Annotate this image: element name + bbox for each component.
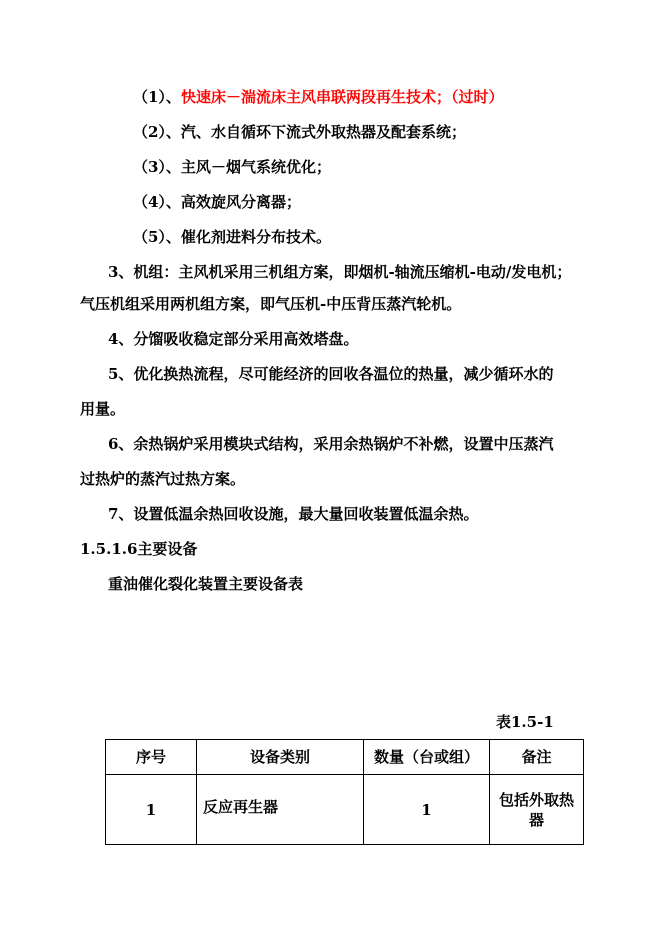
list-item-1-text: 快速床－湍流床主风串联两段再生技术；（过时） xyxy=(180,88,504,106)
list-item-3: （3）、主风－烟气系统优化； xyxy=(133,158,331,176)
table-number: 表1.5-1 xyxy=(496,713,554,731)
cell-category-text: 反应再生器 xyxy=(203,797,279,816)
table-header-row xyxy=(106,740,584,775)
list-item-5: （5）、催化剂进料分布技术。 xyxy=(133,228,331,246)
header-cell-index: 序号 xyxy=(106,740,197,775)
header-cell-category: 设备类别 xyxy=(197,740,364,775)
list-item-4: （4）、高效旋风分离器； xyxy=(133,193,301,211)
table-row xyxy=(106,775,584,845)
header-cell-remark: 备注 xyxy=(490,740,584,775)
table-title: 重油催化裂化装置主要设备表 xyxy=(108,575,304,593)
paragraph-3-line-2: 气压机组采用两机组方案，即气压机-中压背压蒸汽轮机。 xyxy=(80,295,462,313)
list-item-1 xyxy=(133,87,503,107)
paragraph-6-line-2: 过热炉的蒸汽过热方案。 xyxy=(80,470,246,488)
cell-remark-text: 包括外取热器 xyxy=(498,790,574,829)
section-heading: 1.5.1.6主要设备 xyxy=(80,540,198,558)
paragraph-5-line-2: 用量。 xyxy=(80,400,126,418)
paragraph-5-line-1: 5、优化换热流程，尽可能经济的回收各温位的热量，减少循环水的 xyxy=(108,365,554,383)
equipment-table xyxy=(105,739,584,845)
paragraph-4: 4、分馏吸收稳定部分采用高效塔盘。 xyxy=(108,330,359,348)
paragraph-3-line-1: 3、机组：主风机采用三机组方案，即烟机-轴流压缩机-电动/发电机； xyxy=(108,263,572,281)
paragraph-7: 7、设置低温余热回收设施，最大量回收装置低温余热。 xyxy=(108,505,479,523)
paragraph-6-line-1: 6、余热锅炉采用模块式结构，采用余热锅炉不补燃，设置中压蒸汽 xyxy=(108,435,554,453)
cell-remark xyxy=(490,775,584,845)
cell-category xyxy=(197,775,364,845)
cell-index: 1 xyxy=(106,775,197,845)
list-item-1-prefix: （1）、 xyxy=(133,88,181,106)
cell-quantity: 1 xyxy=(364,775,490,845)
header-cell-quantity: 数量（台或组） xyxy=(364,740,490,775)
list-item-2: （2）、汽、水自循环下流式外取热器及配套系统； xyxy=(133,123,466,141)
